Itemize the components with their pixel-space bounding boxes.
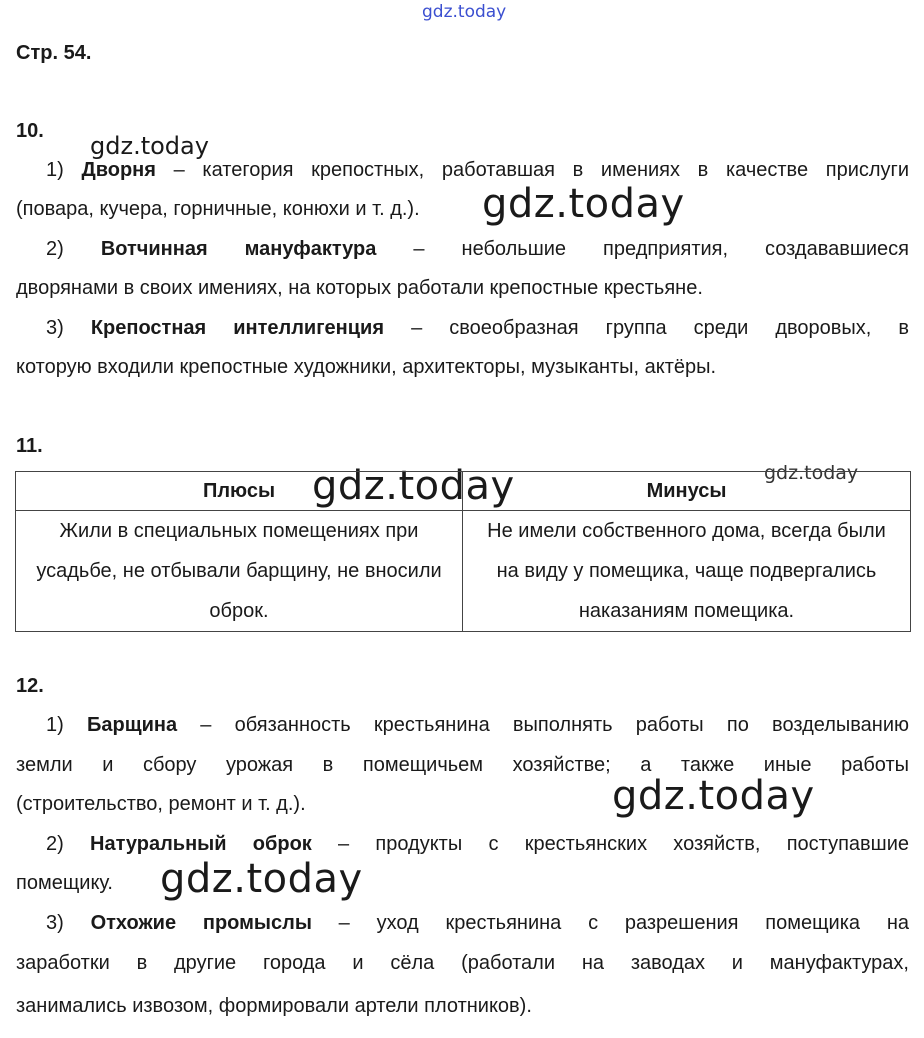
watermark-top: gdz.today	[422, 2, 507, 22]
header-cons: Минусы	[463, 472, 911, 511]
task-10-item-3-line-2: которую входили крепостные художники, архитекторы, музыканты, актёры.	[16, 356, 717, 378]
watermark: gdz.today	[90, 132, 209, 160]
watermark: gdz.today	[764, 462, 859, 484]
page-title: Стр. 54.	[16, 42, 92, 64]
term-barshchina: Барщина	[87, 714, 178, 736]
watermark: gdz.today	[612, 773, 815, 819]
task-10-number: 10.	[16, 120, 44, 142]
term-intelligentsia: Крепостная интеллигенция	[90, 317, 385, 339]
header-pros: Плюсы	[16, 472, 463, 511]
term-promysly: Отхожие промыслы	[90, 912, 312, 934]
task-10-item-2-line-1: 2) Вотчинная мануфактура – небольшие предприятия, создававшиеся	[46, 238, 910, 260]
task-12-item-2-line-2: помещику.	[16, 872, 113, 894]
task-12-item-2-line-1: 2) Натуральный оброк – продукты с крестьянских хозяйств, поступавшие	[46, 833, 909, 855]
task-12-number: 12.	[16, 675, 44, 697]
task-12-item-1-line-1: 1) Барщина – обязанность крестьянина выполнять работы по возделыванию	[46, 714, 909, 736]
cons-cell: Не имели собственного дома, всегда были на виду у помещика, чаще подвергались наказаниям помещика.	[463, 511, 911, 632]
pros-cell: Жили в специальных помещениях при усадьбе, не отбывали барщину, не вносили оброк.	[16, 511, 463, 632]
task-12-item-3-line-1: 3) Отхожие промыслы – уход крестьянина с разрешения помещика на	[46, 912, 909, 934]
task-12-item-3-line-2: заработки в другие города и сёла (работали на заводах и мануфактурах,	[16, 952, 909, 974]
watermark: gdz.today	[482, 181, 685, 227]
task-10-item-3-line-1: 3) Крепостная интеллигенция – своеобразная группа среди дворовых, в	[46, 317, 910, 339]
term-manufactory: Вотчинная мануфактура	[100, 238, 377, 260]
task-12-item-3-line-3: занимались извозом, формировали артели плотников).	[16, 995, 532, 1017]
watermark: gdz.today	[312, 463, 515, 509]
task-10-item-1-line-2: (повара, кучера, горничные, конюхи и т. д.).	[16, 198, 420, 220]
pros-cons-table	[15, 471, 911, 632]
task-12-item-1-line-3: (строительство, ремонт и т. д.).	[16, 793, 306, 815]
task-10-item-1-line-1: 1) Дворня – категория крепостных, работавшая в имениях в качестве прислуги	[46, 159, 910, 181]
term-obrok: Натуральный оброк	[90, 833, 312, 855]
task-12-item-1-line-2: земли и сбору урожая в помещичьем хозяйстве; а также иные работы	[16, 754, 909, 776]
task-11-number: 11.	[16, 435, 43, 457]
term-dvornya: Дворня	[81, 159, 156, 181]
task-10-item-2-line-2: дворянами в своих имениях, на которых работали крепостные крестьяне.	[16, 277, 703, 299]
watermark: gdz.today	[160, 856, 363, 902]
